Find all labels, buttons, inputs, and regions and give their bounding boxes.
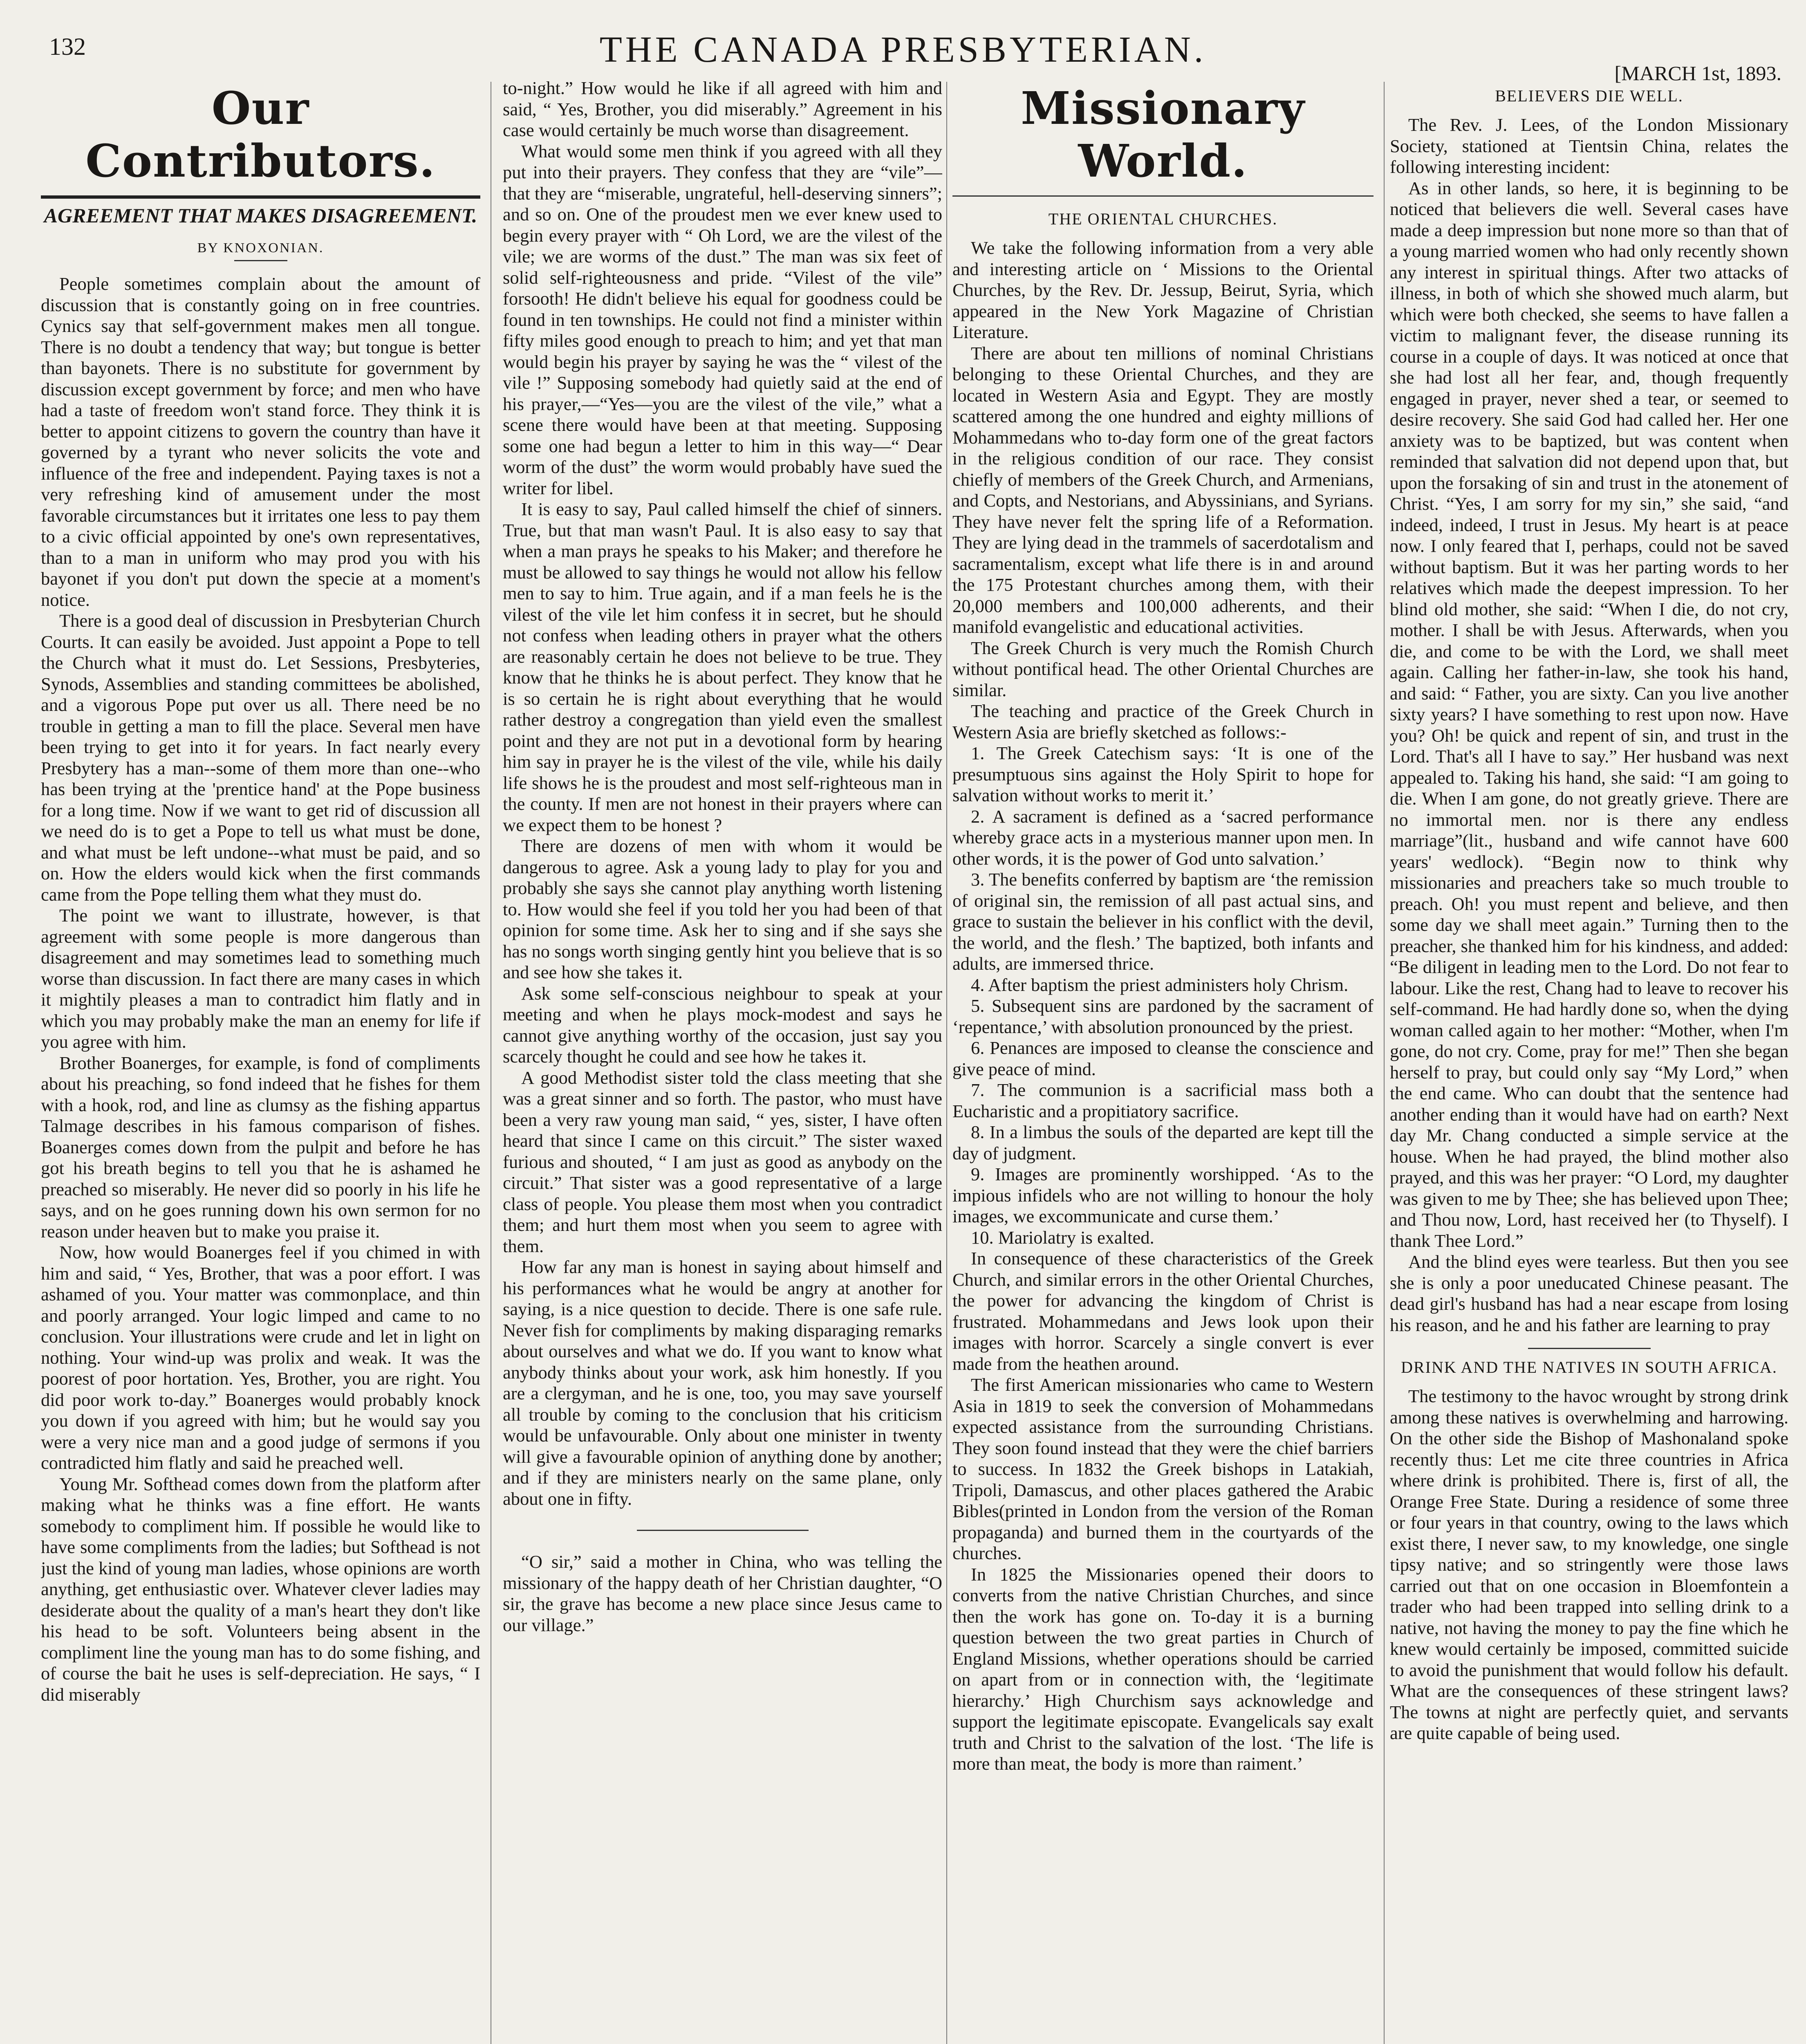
paragraph: People sometimes complain about the amount of discussion that is constantly going on in free countries. Cynics say that self-government makes men all tongue. There is no doubt a tendency that way; but tongue is better than bayonets. There is no substitute for government by discussion except government by force; and men who have had a taste of freedom won't stand force. They think it is better to appoint citizens to govern the country than have it governed by a tyrant who never solicits the vote and influence of the free and independent. Paying taxes is not a very refreshing kind of amusement under the most favorable circumstances but it irritates one less to pay them to a civic official appointed by one's own representatives, than to a man in uniform who may prod you with his bayonet if you don't put down the specie at a moment's notice. (41, 273, 480, 610)
paragraph: As in other lands, so here, it is beginning to be noticed that believers die well. Several cases have made a deep impression but none more so than that of a young married women who had only recently shown any interest in spiritual things. After two attacks of illness, in both of which she showed much alarm, but which were both checked, she seems to have fallen a victim to malignant fever, the disease running its course in a couple of days. It was noticed at once that she had lost all her fear, and, though frequently engaged in prayer, never shed a tear, or seemed to desire recovery. She said God had called her. Her one anxiety was to be baptized, but was content when reminded that salvation did not depend upon that, but upon the forsaking of sin and trust in the atonement of Christ. “Yes, I am sorry for my sin,” she said, “and indeed, indeed, I trust in Jesus. My heart is at peace now. I only feared that I, perhaps, could not be saved without baptism. But it was her parting words to her relatives which made the deepest impression. To her blind old mother, she said: “When I die, do not cry, mother. I shall be with Jesus. Afterwards, when you die, and come to be with the Lord, we shall meet again. Calling her father-in-law, she took his hand, and said: “ Father, you are sixty. Can you live another sixty years? I have something to rest upon now. Have you? Oh! be quick and repent of sin, and trust in the Lord. That's all I have to say.” Her husband was next appealed to. Taking his hand, she said: “I am going to die. When I am gone, do not greatly grieve. There are no immortal men. nor is there any endless marriage”(lit., husband and wife cannot have 600 years' wedlock). “Begin now to think why missionaries and preachers take so much trouble to preach. Oh! you must repent and believe, and then some day we shall meet again.” Turning then to the preacher, she thanked him for his kindness, and added: “Be diligent in leading men to the Lord. Do not fear to labour. Like the rest, Chang had to leave to recover his self-command. He had hardly done so, when the dying woman called again to her mother: “Mother, when I'm gone, do not cry. Come, pray for me!” Then she began herself to pray, but could only say “My Lord,” when the end came. Who can doubt that the sentence had another ending than it would have had on earth? Next day Mr. Chang conducted a simple service at the house. When he had prayed, the blind mother also prayed, and this was her prayer: “O Lord, my daughter was given to me by Thee; she has believed upon Thee; and Thou now, Lord, hast received her (to Thyself). I thank Thee Lord.” (1390, 177, 1788, 1251)
department-title: Missionary World. (1021, 82, 1305, 187)
department-title: Our Contributors. (85, 82, 436, 187)
divider (952, 195, 1374, 197)
list-item: 7. The communion is a sacrificial mass both a Eucharistic and a propitiatory sacrifice. (952, 1080, 1374, 1121)
paragraph: Young Mr. Softhead comes down from the platform after making what he thinks was a fine effort. He wants somebody to compliment him. If possible he would like to have some compliments from the ladies; but Softhead is not just the kind of young man ladies, whose opinions are worth anything, get enthusiastic over. Whatever clever ladies may desiderate about the quality of a man's heart they don't like his head to be soft. Volunteers being absent in the compliment line the young man has to do some fishing, and of course the bait he uses is self-depreciation. He says, “ I did miserably (41, 1473, 480, 1705)
list-item: 3. The benefits conferred by baptism are ‘the remission of original sin, the remission of all past actual sins, and grace to sustain the believer in his conflict with the devil, the world, and the flesh.’ The baptized, both infants and adults, are immersed thrice. (952, 869, 1374, 974)
divider (234, 260, 287, 261)
list-item: 9. Images are prominently worshipped. ‘As to the impious infidels who are not willing to honour the holy images, we excommunicate and curse them.’ (952, 1164, 1374, 1226)
list-item: 5. Subsequent sins are pardoned by the sacrament of ‘repentance,’ with absolution pronounced by the priest. (952, 995, 1374, 1037)
divider (41, 195, 480, 199)
paragraph: In 1825 the Missionaries opened their doors to converts from the native Christian Churches, and since then the work has gone on. To-day it is a burning question between the two great parties in Church of England Missions, whether operations should be carried on apart from or in connection with, the ‘legitimate hierarchy.’ High Churchism says acknowledge and support the legitimate episcopate. Evangelicals say exalt truth and Christ to the salvation of the lost. ‘The life is more than meat, the body is more than raiment.’ (952, 1564, 1374, 1774)
list-item: 1. The Greek Catechism says: ‘It is one of the presumptuous sins against the Holy Spirit to hope for salvation without works to merit it.’ (952, 743, 1374, 805)
masthead: THE CANADA PRESBYTERIAN. (599, 29, 1207, 70)
paragraph: And the blind eyes were tearless. But then you see she is only a poor uneducated Chinese peasant. The dead girl's husband has had a near escape from losing his reason, and he and his father are learning to pray (1390, 1251, 1788, 1335)
paragraph: The point we want to illustrate, however, is that agreement with some people is more dangerous than disagreement and may sometimes lead to something much worse than discussion. In fact there are many cases in which it mightily pleases a man to contradict him flatly and in which you may probably make the man an enemy for life if you agree with him. (41, 905, 480, 1052)
article-title: AGREEMENT THAT MAKES DISAGREEMENT. (44, 204, 477, 227)
paragraph: It is easy to say, Paul called himself the chief of sinners. True, but that man wasn't Paul. It is also easy to say that when a man prays he speaks to his Maker; and therefore he must be allowed to say things he would not allow his fellow men to say to him. True again, and if a man feels he is the vilest of the vile let him confess it in secret, but he should not confess when leading others in prayer what the others are reasonably certain he does not believe to be true. They know that he thinks he is about perfect. They know that he is so certain he is right about everything that he would rather destroy a congregation than yield even the smallest point and they are not put in a devotional form by hearing him say in prayer he is the vilest of the vile, while his daily life shows he is the proudest and most self-righteous man in the county. If men are not honest in their prayers where can we expect them to be honest ? (503, 499, 942, 835)
paragraph: The teaching and practice of the Greek Church in Western Asia are briefly sketched as follows:- (952, 701, 1374, 742)
list-item: 4. After baptism the priest administers holy Chrism. (971, 974, 1349, 995)
column-2 (503, 78, 942, 2044)
paragraph: to-night.” How would he like if all agreed with him and said, “ Yes, Brother, you did miserably.” Agreement in his case would certainly be much worse than disagreement. (503, 78, 942, 140)
list-item: 6. Penances are imposed to cleanse the conscience and give peace of mind. (952, 1038, 1374, 1079)
paragraph: In consequence of these characteristics of the Greek Church, and similar errors in the other Oriental Churches, the power for advancing the kingdom of Christ is frustrated. Mohammedans and Jews look upon their images with horror. Scarcely a single convert is ever made from the heathen around. (952, 1248, 1374, 1374)
paragraph: There is a good deal of discussion in Presbyterian Church Courts. It can easily be avoided. Just appoint a Pope to tell the Church what it must do. Let Sessions, Presbyteries, Synods, Assemblies and standing committees be abolished, and a vigorous Pope put over us all. There need be no trouble in getting a man to fill the place. Several men have been trying to get into it for years. In fact nearly every Presbytery has a man--some of them more than one--who has been trying at the 'prentice hand' at the Pope business for a long time. Now if we want to get rid of discussion all we need do is to get a Pope to tell us what must be done, and what must be left undone--what must be paid, and so on. How the elders would kick when the first commands came from the Pope telling them what they must do. (41, 610, 480, 905)
list-item: 2. A sacrament is defined as a ‘sacred performance whereby grace acts in a mysterious manner upon men. In other words, it is the power of God unto salvation.’ (952, 806, 1374, 869)
paragraph: The Rev. J. Lees, of the London Missionary Society, stationed at Tientsin China, relates the following interesting incident: (1390, 114, 1788, 177)
paragraph: Ask some self-conscious neighbour to speak at your meeting and when he plays mock-modest and says he cannot give anything worthy of the occasion, just say you scarcely thought he could and see how he takes it. (503, 983, 942, 1067)
byline: BY KNOXONIAN. (197, 240, 324, 256)
paragraph: Now, how would Boanerges feel if you chimed in with him and said, “ Yes, Brother, that was a poor effort. I was ashamed of you. Your matter was commonplace, and thin and poorly arranged. Your logic limped and came to no conclusion. Your illustrations were crude and let in light on nothing. Your wind-up was prolix and weak. It was the poorest of poor hortation. Yes, Brother, you are right. You did poor work to-day.” Boanerges would probably knock you down if you agreed with him; but he would say you were a very nice man and a good judge of sermons if you contradicted him flatly and said he preached well. (41, 1242, 480, 1473)
article-title: BELIEVERS DIE WELL. (1495, 87, 1683, 105)
page-number: 132 (49, 33, 86, 60)
column-1 (41, 78, 480, 2044)
quote-paragraph: “O sir,” said a mother in China, who was telling the missionary of the happy death of her Christian daughter, “O sir, the grave has become a new place since Jesus came to our village.” (503, 1551, 942, 1635)
paragraph: The first American missionaries who came to Western Asia in 1819 to seek the conversion of Mohammedans expected assistance from the surrounding Christians. They soon found instead that they were the chief barriers to success. In 1832 the Greek bishops in Latakiah, Tripoli, Damascus, and other places gathered the Arabic Bibles(printed in London from the version of the Roman propaganda) and burned them in the courtyards of the churches. (952, 1374, 1374, 1563)
column-4 (1390, 78, 1788, 2044)
divider (637, 1530, 809, 1531)
paragraph: Brother Boanerges, for example, is fond of compliments about his preaching, so fond indeed that he fishes for them with a hook, rod, and line as clumsy as the fishing appartus Talmage describes in his famous comparison of fishes. Boanerges comes down from the pulpit and before he has got his breath begins to tell you that he is ashamed he preached so miserably. He never did so poorly in his life he says, and on he goes running down his own sermon for no reason under heaven but to make you praise it. (41, 1052, 480, 1242)
column-rule (946, 82, 947, 2044)
column-rule (1384, 82, 1385, 2044)
paragraph: What would some men think if you agreed with all they put into their prayers. They confess that they are “vile”— that they are “miserable, ungrateful, hell-deserving sinners”; and so on. One of the proudest men we ever knew used to begin every prayer with “ Oh Lord, we are the vilest of the vile; we are worms of the dust.” The man was six feet of solid self-righteousness and pride. “Vilest of the vile” forsooth! He didn't believe his equal for goodness could be found in ten townships. He could not find a minister within fifty miles good enough to preach to him; and yet that man would begin his prayer by saying he was the “ vilest of the vile !” Supposing somebody had quietly said at the end of his prayer,—“Yes—you are the vilest of the vile,” what a scene there would have been at that meeting. Supposing some one had begun a letter to him in this way—“ Dear worm of the dust” the worm would probably have sued the writer for libel. (503, 141, 942, 498)
paragraph: How far any man is honest in saying about himself and his performances what he would be angry at another for saying, is a nice question to decide. There is one safe rule. Never fish for compliments by making disparaging remarks about ourselves and what we do. If you want to know what anybody thinks about your work, ask him honestly. If you are a clergyman, and he is one, too, you may save yourself all trouble by coming to the conclusion that his criticism would be unfavourable. Only about one minister in twenty will give a favourable opinion of anything done by another; and if they are ministers nearly on the same plane, only about one in fifty. (503, 1257, 942, 1509)
column-3 (952, 78, 1374, 2044)
article-title: THE ORIENTAL CHURCHES. (1048, 210, 1278, 228)
issue-date: [MARCH 1st, 1893. (1614, 62, 1781, 85)
list-item: 8. In a limbus the souls of the departed are kept till the day of judgment. (952, 1122, 1374, 1163)
paragraph: We take the following information from a very able and interesting article on ‘ Missions to the Oriental Churches, by the Rev. Dr. Jessup, Beirut, Syria, which appeared in the New York Magazine of Christian Literature. (952, 238, 1374, 342)
list-item: 10. Mariolatry is exalted. (971, 1227, 1154, 1248)
divider (1528, 1348, 1651, 1349)
paragraph: The testimony to the havoc wrought by strong drink among these natives is overwhelming and harrowing. On the other side the Bishop of Mashonaland spoke recently thus: Let me cite three countries in Africa where drink is prohibited. There is, first of all, the Orange Free State. During a residence of some three or four years in that country, owing to the laws which exist there, I never saw, to my knowledge, one single tipsy native; and so stringently were those laws carried out that on one occasion in Bloemfontein a trader who had been trapped into selling drink to a native, not having the money to pay the fine which he knew would certainly be imposed, committed suicide to avoid the punishment that would follow his default. What are the consequences of these stringent laws? The towns at night are perfectly quiet, and servants are quite capable of being used. (1390, 1386, 1788, 1743)
page-header (0, 0, 1806, 85)
paragraph: A good Methodist sister told the class meeting that she was a great sinner and so forth. The pastor, who must have been a very raw young man said, “ yes, sister, I have often heard that since I came on this circuit.” The sister waxed furious and shouted, “ I am just as good as anybody on the circuit.” That sister was a good representative of a large class of people. You please them most when you contradict them; and hurt them most when you seem to agree with them. (503, 1067, 942, 1256)
paragraph: The Greek Church is very much the Romish Church without pontifical head. The other Oriental Churches are similar. (952, 637, 1374, 700)
article-title: DRINK AND THE NATIVES IN SOUTH AFRICA. (1401, 1358, 1777, 1376)
paragraph: There are dozens of men with whom it would be dangerous to agree. Ask a young lady to play for you and probably she says she cannot play anything worth listening to. How would she feel if you told her you had been of that opinion for some time. Ask her to sing and if she says she has no songs worth singing gently hint you believe that is so and see how she takes it. (503, 836, 942, 982)
paragraph: There are about ten millions of nominal Christians belonging to these Oriental Churches, and they are located in Western Asia and Egypt. They are mostly scattered among the one hundred and eighty millions of Mohammedans who to-day form one of the great factors in the religious condition of our race. They consist chiefly of members of the Greek Church, and Armenians, and Copts, and Nestorians, and Abyssinians, and Syrians. They have never felt the spring life of a Reformation. They are lying dead in the trammels of sacerdotalism and sacramentalism, except what life there is in and around the 175 Protestant churches among them, with their 20,000 members and 100,000 adherents, and their manifold evangelistic and educational activities. (952, 343, 1374, 637)
